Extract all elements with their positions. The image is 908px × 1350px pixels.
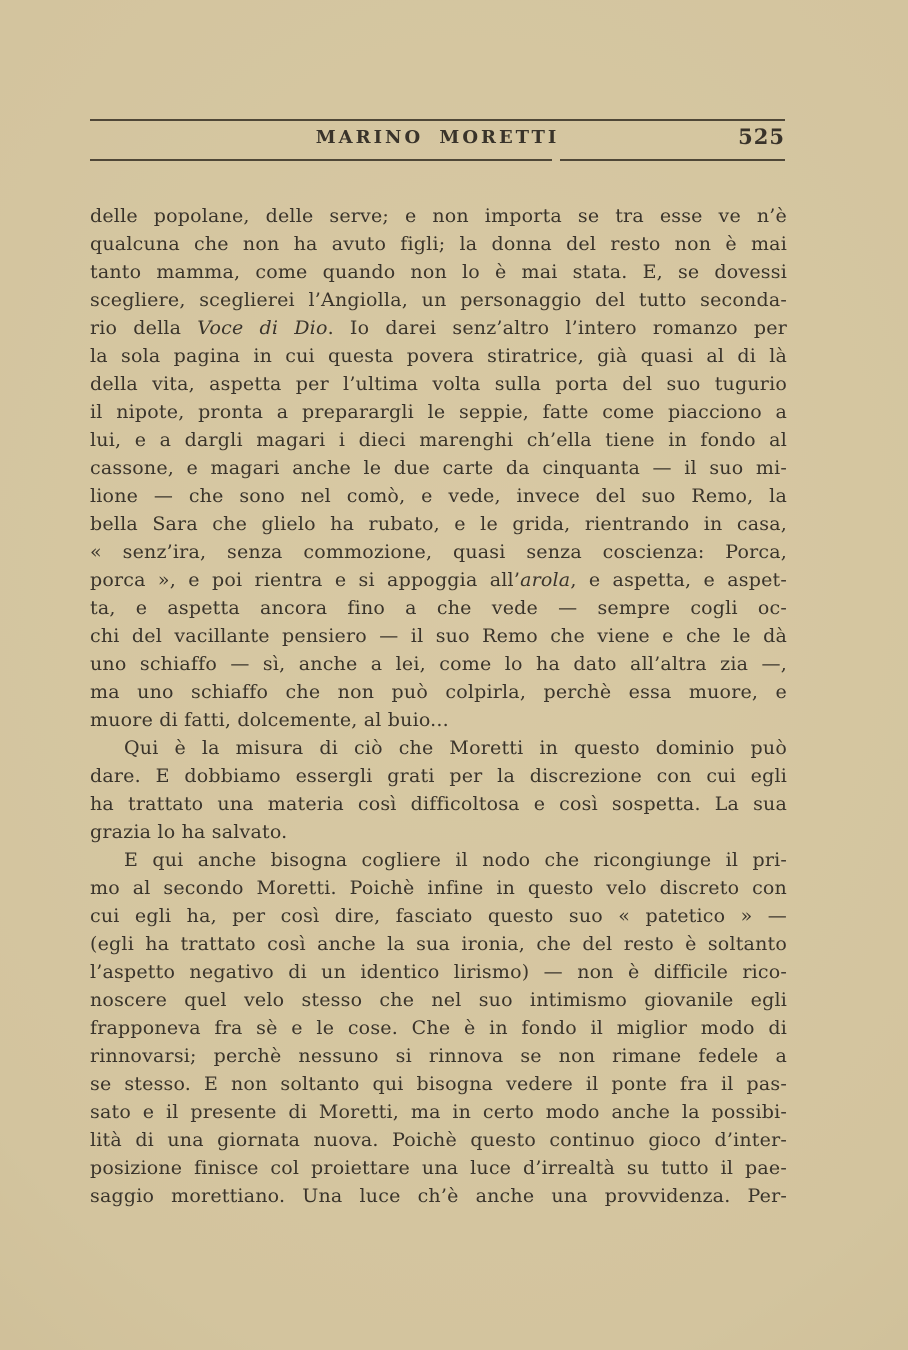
text-segment: grazia lo ha salvato. [90,821,288,843]
text-line [90,594,787,622]
page-number: 525 [738,124,785,149]
header-rule-bottom-right [560,159,785,161]
text-segment: ta, e aspetta ancora fino a che vede — sempre cogli oc- [90,597,787,619]
header-rule-bottom-left [90,159,552,161]
text-line [90,650,787,678]
text-segment: E qui anche bisogna cogliere il nodo che ricongiunge il pri- [124,849,787,871]
text-segment: porca », e poi rientra e si appoggia all’ [90,569,521,591]
text-line [90,1126,787,1154]
text-segment: la sola pagina in cui questa povera stiratrice, già quasi al di là [90,345,787,367]
text-segment: se stesso. E non soltanto qui bisogna vedere il ponte fra il pas- [90,1073,787,1095]
text-line [90,286,787,314]
text-line [90,566,787,594]
text-line [90,818,787,846]
text-segment: mo al secondo Moretti. Poichè infine in questo velo discreto con [90,877,787,899]
text-line [90,846,787,874]
text-line [90,734,787,762]
text-block [90,202,787,1210]
text-line [90,202,787,230]
text-line [90,454,787,482]
italic-text-segment: Voce di Dio [197,317,328,339]
text-segment: uno schiaffo — sì, anche a lei, come lo ha dato all’altra zia —, [90,653,787,675]
text-segment: chi del vacillante pensiero — il suo Remo che viene e che le dà [90,625,787,647]
text-segment: Qui è la misura di ciò che Moretti in questo dominio può [124,737,787,759]
text-segment: cassone, e magari anche le due carte da cinquanta — il suo mi- [90,457,787,479]
text-segment: (egli ha trattato così anche la sua ironia, che del resto è soltanto [90,933,787,955]
text-line [90,510,787,538]
text-segment: sato e il presente di Moretti, ma in certo modo anche la possibi- [90,1101,787,1123]
text-line [90,482,787,510]
text-segment: . Io darei senz’altro l’intero romanzo per [327,317,787,339]
text-segment: lui, e a dargli magari i dieci marenghi ch’ella tiene in fondo al [90,429,787,451]
text-line [90,1098,787,1126]
text-segment: « senz’ira, senza commozione, quasi senza coscienza: Porca, [90,541,787,563]
text-segment: lione — che sono nel comò, e vede, invece del suo Remo, la [90,485,787,507]
text-segment: scegliere, sceglierei l’Angiolla, un personaggio del tutto seconda- [90,289,787,311]
text-line [90,762,787,790]
text-line [90,622,787,650]
text-segment: , e aspetta, e aspet- [570,569,787,591]
text-segment: bella Sara che glielo ha rubato, e le grida, rientrando in casa, [90,513,787,535]
text-segment: della vita, aspetta per l’ultima volta sulla porta del suo tugurio [90,373,787,395]
text-segment: muore di fatti, dolcemente, al buio... [90,709,449,731]
text-line [90,258,787,286]
text-line [90,538,787,566]
text-line [90,902,787,930]
text-segment: frapponeva fra sè e le cose. Che è in fondo il miglior modo di [90,1017,787,1039]
text-line [90,1042,787,1070]
text-segment: il nipote, pronta a preparargli le seppie, fatte come piacciono a [90,401,787,423]
text-line [90,426,787,454]
text-line [90,342,787,370]
text-line [90,1014,787,1042]
text-line [90,678,787,706]
text-line [90,398,787,426]
text-segment: cui egli ha, per così dire, fasciato questo suo « patetico » — [90,905,787,927]
text-segment: delle popolane, delle serve; e non importa se tra esse ve n’è [90,205,787,227]
header-rule-top [90,119,785,121]
text-line [90,930,787,958]
text-segment: noscere quel velo stesso che nel suo intimismo giovanile egli [90,989,787,1011]
text-segment: dare. E dobbiamo essergli grati per la discrezione con cui egli [90,765,787,787]
text-segment: qualcuna che non ha avuto figli; la donna del resto non è mai [90,233,787,255]
text-segment: ha trattato una materia così difficoltosa e così sospetta. La sua [90,793,787,815]
text-segment: ma uno schiaffo che non può colpirla, perchè essa muore, e [90,681,787,703]
text-segment: l’aspetto negativo di un identico lirismo) — non è difficile rico- [90,961,787,983]
text-segment: rio della [90,317,198,339]
text-segment: lità di una giornata nuova. Poichè questo continuo gioco d’inter- [90,1129,787,1151]
text-line [90,986,787,1014]
text-line [90,370,787,398]
text-line [90,1182,787,1210]
text-line [90,790,787,818]
text-line [90,874,787,902]
italic-text-segment: arola [520,569,571,591]
text-line [90,1154,787,1182]
text-line [90,706,787,734]
text-segment: posizione finisce col proiettare una luce d’irrealtà su tutto il pae- [90,1157,787,1179]
text-segment: tanto mamma, come quando non lo è mai stata. E, se dovessi [90,261,787,283]
text-line [90,230,787,258]
text-segment: saggio morettiano. Una luce ch’è anche una provvidenza. Per- [90,1185,787,1207]
text-segment: rinnovarsi; perchè nessuno si rinnova se non rimane fedele a [90,1045,787,1067]
running-head-title: MARINO MORETTI [315,127,560,148]
text-line [90,1070,787,1098]
text-line [90,958,787,986]
text-line [90,314,787,342]
